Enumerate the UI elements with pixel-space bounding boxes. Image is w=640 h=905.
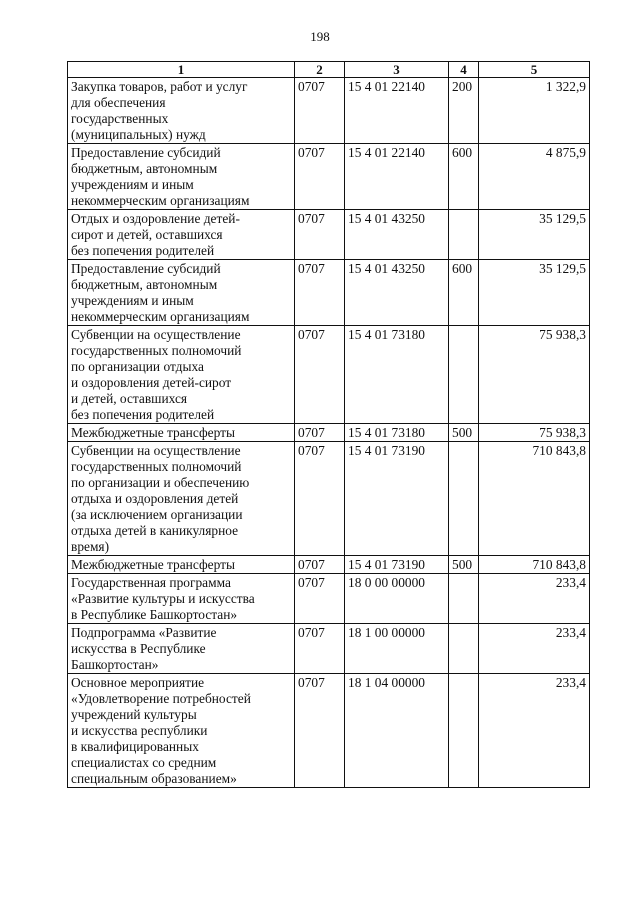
- table-body: [68, 78, 590, 788]
- row-target-code-cell: 15 4 01 22140: [345, 144, 449, 210]
- row-name-cell: Государственная программа «Развитие культуры и искусства в Республике Башкортостан»: [68, 574, 295, 624]
- row-target-code-cell: 18 1 00 00000: [345, 624, 449, 674]
- row-expense-type-cell: [449, 326, 479, 424]
- table-row: [68, 556, 590, 574]
- row-name-cell: Предоставление субсидий бюджетным, автономным учреждениям и иным некоммерческим организациям: [68, 260, 295, 326]
- row-expense-type-cell: 500: [449, 424, 479, 442]
- table-row: [68, 624, 590, 674]
- row-target-code-cell: 15 4 01 22140: [345, 78, 449, 144]
- row-amount-cell: 75 938,3: [479, 326, 590, 424]
- row-section-cell: 0707: [295, 442, 345, 556]
- table-row: [68, 442, 590, 556]
- row-expense-type-cell: 200: [449, 78, 479, 144]
- row-target-code-cell: 15 4 01 43250: [345, 210, 449, 260]
- table-row: [68, 210, 590, 260]
- row-target-code-cell: 15 4 01 73190: [345, 442, 449, 556]
- row-section-cell: 0707: [295, 424, 345, 442]
- header-col-1: 1: [68, 62, 295, 78]
- table-row: [68, 674, 590, 788]
- row-name-cell: Межбюджетные трансферты: [68, 424, 295, 442]
- row-expense-type-cell: 500: [449, 556, 479, 574]
- header-col-3: 3: [345, 62, 449, 78]
- table-row: [68, 260, 590, 326]
- header-col-2: 2: [295, 62, 345, 78]
- row-name-cell: Межбюджетные трансферты: [68, 556, 295, 574]
- table-row: [68, 574, 590, 624]
- row-target-code-cell: 18 0 00 00000: [345, 574, 449, 624]
- row-section-cell: 0707: [295, 574, 345, 624]
- row-name-cell: Подпрограмма «Развитие искусства в Республике Башкортостан»: [68, 624, 295, 674]
- row-expense-type-cell: [449, 624, 479, 674]
- header-col-4: 4: [449, 62, 479, 78]
- page-number: 198: [310, 29, 330, 44]
- row-name-cell: Закупка товаров, работ и услуг для обеспечения государственных (муниципальных) нужд: [68, 78, 295, 144]
- row-expense-type-cell: 600: [449, 260, 479, 326]
- row-section-cell: 0707: [295, 624, 345, 674]
- row-section-cell: 0707: [295, 556, 345, 574]
- row-amount-cell: 35 129,5: [479, 260, 590, 326]
- row-name-cell: Субвенции на осуществление государственных полномочий по организации и обеспечению отдыха и оздоровления детей (за исключением организации отдыха детей в каникулярное время): [68, 442, 295, 556]
- row-section-cell: 0707: [295, 144, 345, 210]
- budget-table: [67, 61, 590, 788]
- row-expense-type-cell: [449, 674, 479, 788]
- row-section-cell: 0707: [295, 78, 345, 144]
- table-row: [68, 78, 590, 144]
- row-expense-type-cell: [449, 442, 479, 556]
- row-expense-type-cell: 600: [449, 144, 479, 210]
- row-section-cell: 0707: [295, 674, 345, 788]
- row-name-cell: Отдых и оздоровление детей- сирот и детей, оставшихся без попечения родителей: [68, 210, 295, 260]
- table-row: [68, 326, 590, 424]
- row-expense-type-cell: [449, 574, 479, 624]
- row-name-cell: Субвенции на осуществление государственных полномочий по организации отдыха и оздоровления детей-сирот и детей, оставшихся без попечения родителей: [68, 326, 295, 424]
- row-amount-cell: 1 322,9: [479, 78, 590, 144]
- row-amount-cell: 233,4: [479, 674, 590, 788]
- row-name-cell: Основное мероприятие «Удовлетворение потребностей учреждений культуры и искусства республики в квалифицированных специалистах со средним специальным образованием»: [68, 674, 295, 788]
- row-amount-cell: 233,4: [479, 624, 590, 674]
- row-amount-cell: 710 843,8: [479, 556, 590, 574]
- row-target-code-cell: 18 1 04 00000: [345, 674, 449, 788]
- row-section-cell: 0707: [295, 260, 345, 326]
- row-amount-cell: 4 875,9: [479, 144, 590, 210]
- header-row: [68, 62, 590, 78]
- row-target-code-cell: 15 4 01 73190: [345, 556, 449, 574]
- row-amount-cell: 233,4: [479, 574, 590, 624]
- row-target-code-cell: 15 4 01 43250: [345, 260, 449, 326]
- row-name-cell: Предоставление субсидий бюджетным, автономным учреждениям и иным некоммерческим организациям: [68, 144, 295, 210]
- row-section-cell: 0707: [295, 210, 345, 260]
- table-row: [68, 144, 590, 210]
- table-header: [68, 62, 590, 78]
- row-target-code-cell: 15 4 01 73180: [345, 326, 449, 424]
- row-target-code-cell: 15 4 01 73180: [345, 424, 449, 442]
- row-expense-type-cell: [449, 210, 479, 260]
- row-section-cell: 0707: [295, 326, 345, 424]
- header-col-5: 5: [479, 62, 590, 78]
- row-amount-cell: 35 129,5: [479, 210, 590, 260]
- row-amount-cell: 710 843,8: [479, 442, 590, 556]
- table-row: [68, 424, 590, 442]
- row-amount-cell: 75 938,3: [479, 424, 590, 442]
